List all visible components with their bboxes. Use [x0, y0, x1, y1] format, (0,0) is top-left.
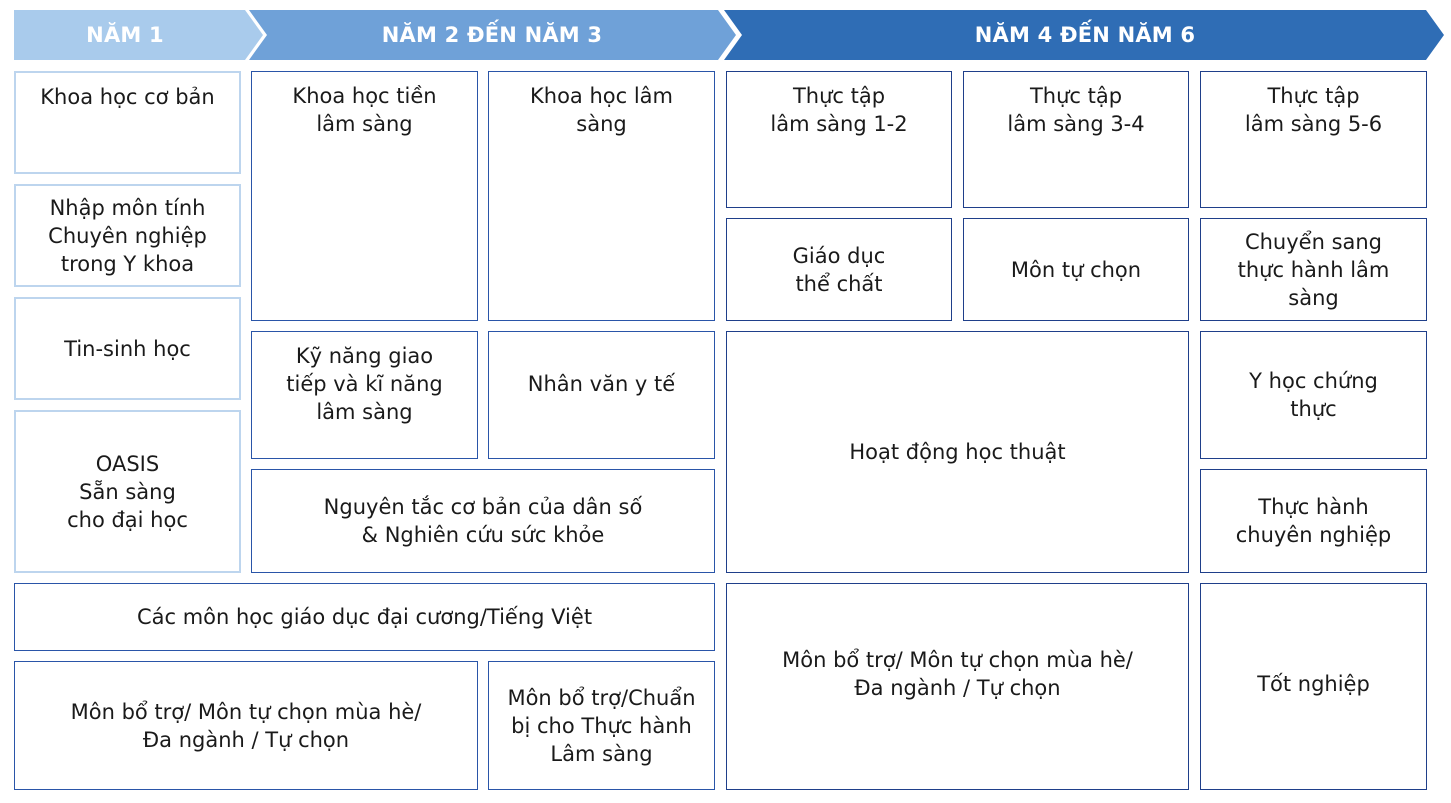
course-academic-activities: Hoạt động học thuật — [726, 331, 1189, 573]
course-electives-right: Môn bổ trợ/ Môn tự chọn mùa hè/ Đa ngành / Tự chọn — [726, 583, 1189, 790]
course-oasis: OASIS Sẵn sàng cho đại học — [14, 410, 241, 573]
course-clerkship-3-4: Thực tập lâm sàng 3-4 — [963, 71, 1189, 208]
phase-label-year4-6: NĂM 4 ĐẾN NĂM 6 — [974, 23, 1196, 47]
course-graduation: Tốt nghiệp — [1200, 583, 1427, 790]
phase-label-year1: NĂM 1 — [86, 23, 164, 47]
course-medical-humanities: Nhân văn y tế — [488, 331, 715, 459]
course-electives-left: Môn bổ trợ/ Môn tự chọn mùa hè/ Đa ngành / Tự chọn — [14, 661, 478, 790]
course-communication-skills: Kỹ năng giao tiếp và kĩ năng lâm sàng — [251, 331, 478, 459]
course-professional-practice: Thực hành chuyên nghiệp — [1200, 469, 1427, 573]
course-transition-practice: Chuyển sang thực hành lâm sàng — [1200, 218, 1427, 321]
course-basic-science: Khoa học cơ bản — [14, 71, 241, 174]
course-professionalism-intro: Nhập môn tính Chuyên nghiệp trong Y khoa — [14, 184, 241, 287]
course-elective: Môn tự chọn — [963, 218, 1189, 321]
phase-label-year2-3: NĂM 2 ĐẾN NĂM 3 — [381, 23, 603, 47]
course-clerkship-1-2: Thực tập lâm sàng 1-2 — [726, 71, 952, 208]
course-clinical-prep: Môn bổ trợ/Chuẩn bị cho Thực hành Lâm sàng — [488, 661, 715, 790]
course-population-health: Nguyên tắc cơ bản của dân số & Nghiên cứu sức khỏe — [251, 469, 715, 573]
course-general-education: Các môn học giáo dục đại cương/Tiếng Việt — [14, 583, 715, 651]
course-evidence-based-medicine: Y học chứng thực — [1200, 331, 1427, 459]
course-clerkship-5-6: Thực tập lâm sàng 5-6 — [1200, 71, 1427, 208]
course-preclinical-science: Khoa học tiền lâm sàng — [251, 71, 478, 321]
course-bioinformatics: Tin-sinh học — [14, 297, 241, 400]
course-clinical-science: Khoa học lâm sàng — [488, 71, 715, 321]
course-physical-education: Giáo dục thể chất — [726, 218, 952, 321]
